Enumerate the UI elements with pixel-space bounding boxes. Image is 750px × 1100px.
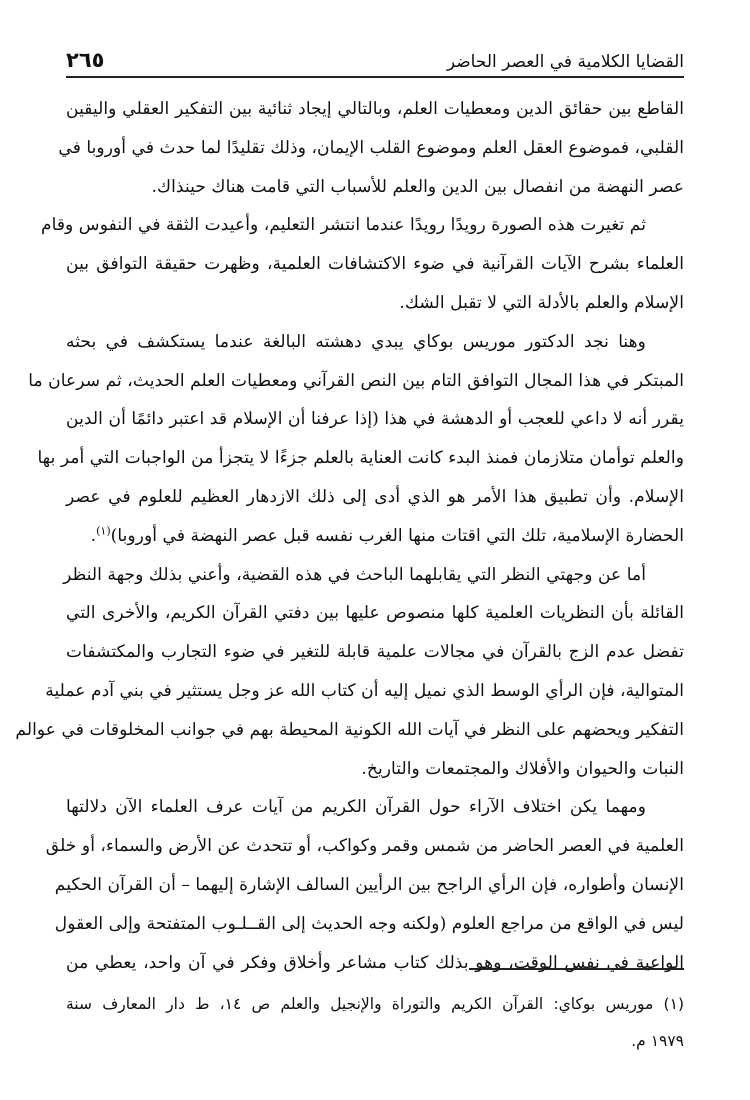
text-line: الواعية في نفس الوقت، وهو بذلك كتاب مشاعر وأخلاق وفكر في آن واحد، يعطي من xyxy=(66,952,684,973)
footnote-line: ١٩٧٩ م. xyxy=(631,1032,684,1050)
text-line-with-footnote xyxy=(66,517,684,556)
text-line: الإسلام والعلم بالأدلة التي لا تقبل الشك. xyxy=(399,292,684,313)
text-line: الإسلام. وأن تطبيق هذا الأمر هو الذي أدى إلى ذلك الازدهار العظيم للعلوم في عصر xyxy=(66,486,684,507)
text-line: القاطع بين حقائق الدين ومعطيات العلم، وبالتالي إيجاد ثنائية بين التفكير العقلي واليقين xyxy=(66,99,684,119)
paragraph xyxy=(15,556,684,789)
text-line: وهنا نجد الدكتور موريس بوكاي يبدي دهشته البالغة عندما يستكشف في بحثه xyxy=(66,331,646,352)
paragraph xyxy=(40,206,684,322)
page-number: ٢٦٥ xyxy=(66,48,105,72)
text-line: العلماء بشرح الآيات القرآنية في ضوء الاكتشافات العلمية، وظهرت حقيقة التوافق بين xyxy=(66,254,684,275)
text-line: العلمية في العصر الحاضر من شمس وقمر وكواكب، أو تتحدث عن الأرض والسماء، أو خلق xyxy=(45,836,684,857)
text-line: والعلم توأمان متلازمان فمنذ البدء كانت العناية بالعلم جزءًا لا يتجزأ من الواجبات التي أمر بها xyxy=(37,448,684,469)
paragraph xyxy=(58,90,684,206)
running-title: القضايا الكلامية في العصر الحاضر xyxy=(446,52,684,72)
text-line: القلبي، فموضوع العقل العلم وموضوع القلب الإيمان، وذلك تقليدًا لما حدث في أوروبا في xyxy=(58,137,684,158)
text-line: المبتكر في هذا المجال التوافق التام بين النص القرآني ومعطيات العلم الحديث، ثم سرعان ما xyxy=(28,370,684,391)
text-line: المتوالية، فإن الرأي الوسط الذي نميل إليه أن كتاب الله عز وجل يستثير في بني آدم عملية xyxy=(45,680,684,701)
text-line: القائلة بأن النظريات العلمية كلها منصوص عليها بين دفتي القرآن الكريم، والأخرى التي xyxy=(66,603,684,624)
footnote-separator xyxy=(469,968,684,970)
footnote-reference[interactable]: (١) xyxy=(96,524,111,538)
paragraph xyxy=(45,788,684,982)
paragraph xyxy=(28,323,684,556)
footnote-line: (١) موريس بوكاي: القرآن الكريم والتوراة والإنجيل والعلم ص ١٤، ط دار المعارف سنة xyxy=(66,995,684,1013)
text-line: الحضارة الإسلامية، تلك التي اقتات منها الغرب نفسه قبل عصر النهضة في أوروبا) xyxy=(110,525,684,546)
text-line: ومهما يكن اختلاف الآراء حول القرآن الكريم من آيات عرف العلماء الآن دلالتها xyxy=(66,797,646,818)
footnote xyxy=(66,986,684,1060)
page-header xyxy=(66,42,684,78)
text-line: ليس في الواقع من مراجع العلوم (ولكنه وجه الحديث إلى القــلـوب المتفتحة وإلى العقول xyxy=(54,913,684,934)
period: . xyxy=(90,525,97,546)
text-line: ثم تغيرت هذه الصورة رويدًا رويدًا عندما انتشر التعليم، وأعيدت الثقة في النفوس وقام xyxy=(40,215,646,236)
text-line: عصر النهضة من انفصال بين الدين والعلم للأسباب التي قامت هناك حينذاك. xyxy=(151,176,684,197)
text-line: الإنسان وأطواره، فإن الرأي الراجح بين الرأيين السالف الإشارة إليهما – أن القرآن الحكيم xyxy=(54,874,684,895)
text-line: تفضل عدم الزج بالقرآن في مجالات علمية قابلة للتغير في ضوء التجارب والمكتشفات xyxy=(66,642,684,663)
text-line: النبات والحيوان والأفلاك والمجتمعات والتاريخ. xyxy=(361,758,684,779)
text-line: أما عن وجهتي النظر التي يقابلهما الباحث في هذه القضية، وأعني بذلك وجهة النظر xyxy=(63,564,646,585)
text-line: يقرر أنه لا داعي للعجب أو الدهشة في هذا (إذا عرفنا أن الإسلام قد اعتبر دائمًا أن الدين xyxy=(66,409,684,430)
main-text xyxy=(15,90,684,982)
text-line: التفكير ويحضهم على النظر في آيات الله الكونية المحيطة بهم في جوانب المخلوقات في عوالم xyxy=(15,719,684,740)
